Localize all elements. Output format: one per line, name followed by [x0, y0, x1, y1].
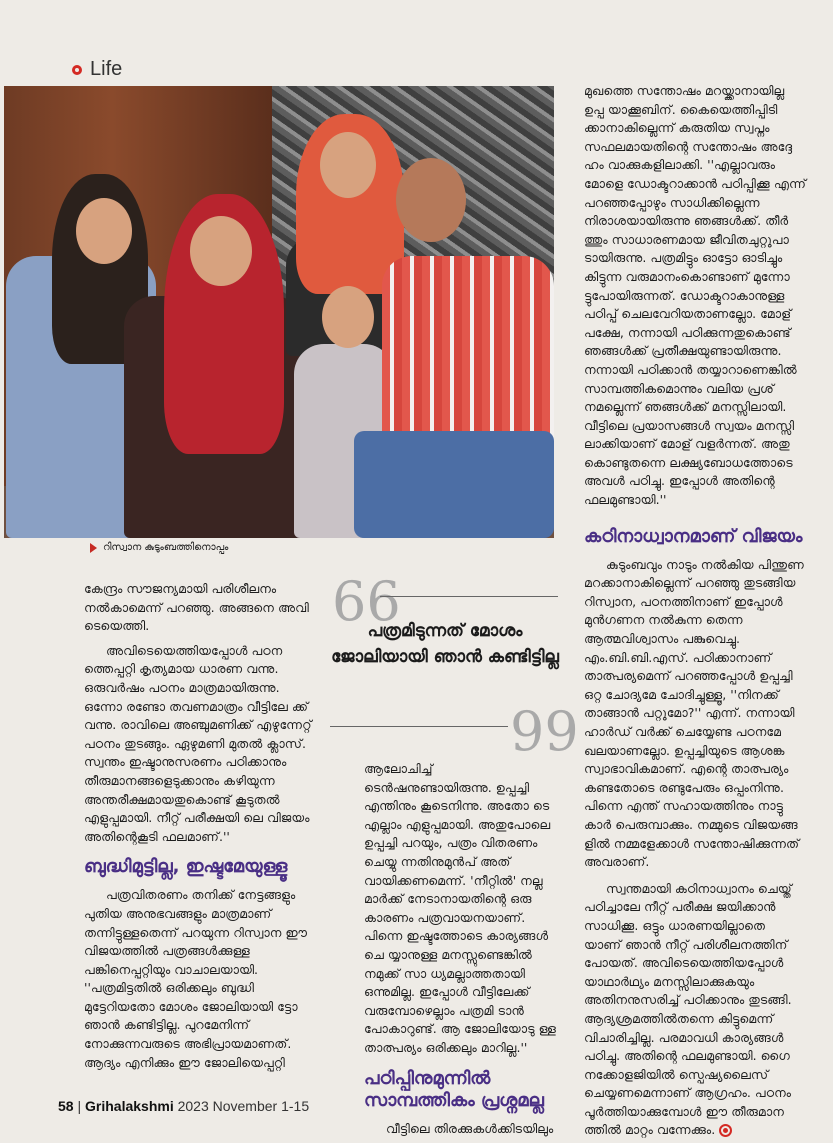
- section-label: Life: [90, 58, 123, 80]
- subhead-finance: പഠിപ്പിനുമുന്നിൽ സാമ്പത്തികം പ്രശ്നമല്ല: [364, 1067, 544, 1111]
- footer-separator: |: [77, 1098, 82, 1114]
- photo-caption: [90, 542, 228, 553]
- section-tag: [72, 58, 122, 81]
- paragraph: കേന്ദ്രം സൗജന്യമായി പരിശീലനം നൽകാമെന്ന് പറഞ്ഞു. അങ്ങനെ അവി ടെയെത്തി.: [84, 581, 309, 634]
- page-footer: [58, 1098, 309, 1114]
- paragraph-text: സ്വന്തമായി കഠിനാധ്വാനം ചെയ്ത് പഠിച്ചാലേ നീറ്റ് പരീക്ഷ ജയിക്കാൻ സാധിക്കൂ. ഒട്ടും ധാരണയില്ലാതെ യാണ് ഞാൻ നീറ്റ് പരിശീലനത്തിന് പോയത്. അവിടെയെത്തിയപ്പോൾ യാഥാർഥ്യം മനസ്സിലാക്കുകയും അതിനനുസരിച്ച് പഠിക്കാനും തുടങ്ങി. ആദ്യശ്രമത്തിൽതന്നെ കിട്ടുമെന്ന് വിചാരിച്ചില്ല. പരമാവധി കാര്യങ്ങൾ പഠിച്ചു. അതിന്റെ ഫലമുണ്ടായി. ഗൈ നക്കോളജിയിൽ സ്പെഷ്യലൈസ് ചെയ്യണമെന്നാണ് ആഗ്രഹം. പഠനം പൂർത്തിയാക്കുമ്പോൾ ഈ തീരുമാന ത്തിൽ മാറ്റം വന്നേക്കും.: [584, 880, 792, 1138]
- issue-date: 2023 November 1-15: [177, 1098, 310, 1114]
- paragraph: കുടുംബവും നാടും നൽകിയ പിന്തുണ മറക്കാനാകില്ലെന്ന് പറഞ്ഞു തുടങ്ങിയ റിസ്വാന, പഠനത്തിനാണ് ഇപ്പോൾ മുൻഗണന നൽകുന്ന തെന്ന ആത്മവിശ്വാസം പങ്കുവെച്ചു. എം.ബി.ബി.എസ്. പഠിക്കാനാണ് താത്പര്യമെന്ന് പറഞ്ഞപ്പോൾ ഉപ്പച്ചി ഒറ്റ ചോദ്യമേ ചോദിച്ചുള്ളൂ, ''നിനക്ക് താങ്ങാൻ പറ്റുമോ?'' എന്ന്. നന്നായി ഹാർഡ് വർക്ക് ചെയ്യേണ്ട പഠനമേ ഖലയാണല്ലോ. ഉപ്പച്ചിയുടെ ആശങ്ക സ്വാഭാവികമാണ്. എന്റെ താത്പര്യം കണ്ടതോടെ രണ്ടുപേരും ഒപ്പംനിന്നു. പിന്നെ എന്ത് സഹായത്തിനും നാട്ടു കാർ പെരുമ്പാക്കും. നമ്മുടെ വിജയങ്ങ ളിൽ നമ്മളേക്കാൾ സന്തോഷിക്കുന്നത് അവരാണ്.: [584, 556, 804, 870]
- person-father-face: [396, 158, 466, 242]
- person-father-jeans: [354, 431, 554, 538]
- paragraph: വീട്ടിലെ തിരക്കുകൾക്കിടയിലും: [386, 1120, 554, 1136]
- column-middle: [364, 760, 564, 1138]
- end-mark-icon: [719, 1124, 732, 1137]
- caption-arrow-icon: [90, 543, 97, 553]
- page-number: 58: [58, 1098, 74, 1114]
- person-mother-face: [190, 216, 252, 286]
- person-top-face: [320, 132, 376, 198]
- person-child-face: [322, 286, 374, 348]
- paragraph: മുഖത്തെ സന്തോഷം മറയ്ക്കാനായില്ല ഉപ്പ യാക്കൂബിന്. കൈയെത്തിപ്പിടി ക്കാനാകില്ലെന്ന് കരുതിയ സ്വപ്നം സഫലമായതിന്റെ സന്തോഷം അദ്ദേ ഹം വാക്കുകളിലാക്കി. ''എല്ലാവരും മോളെ ഡോക്ടറാക്കാൻ പഠിപ്പിക്കൂ എന്ന് പറഞ്ഞപ്പോഴും സാധിക്കില്ലെന്ന നിരാശയായിരുന്നു ഞങ്ങൾക്ക്. തീർ ത്തും സാധാരണമായ ജീവിതചുറ്റുപാ ടായിരുന്നു. പത്രമിട്ടും ഓട്ടോ ഓടിച്ചും കിട്ടുന്ന വരുമാനംകൊണ്ടാണ് മുന്നോ ട്ടുപോയിരുന്നത്. ഡോക്ടറാകാനുള്ള പഠിപ്പ് ചെലവേറിയതാണല്ലോ. മോള് പക്ഷേ, നന്നായി പഠിക്കുന്നതുകൊണ്ട് ഞങ്ങൾക്ക് പ്രതീക്ഷയുണ്ടായിരുന്നു. നന്നായി പഠിക്കാൻ തയ്യാറാണെങ്കിൽ സാമ്പത്തികമൊന്നും വലിയ പ്രശ് നമല്ലെന്ന് ഞങ്ങൾക്ക് മനസ്സിലായി. വീട്ടിലെ പ്രയാസങ്ങൾ സ്വയം മനസ്സി ലാക്കിയാണ് മോള് വളർന്നത്. അതു കൊണ്ടുതന്നെ ലക്ഷ്യബോധത്തോടെ അവൾ പഠിച്ചു. ഇപ്പോൾ അതിന്റെ ഫലമുണ്ടായി.'': [584, 83, 806, 508]
- column-right: [584, 82, 806, 1140]
- person-left-face: [76, 198, 132, 264]
- paragraph: പത്രവിതരണം തനിക്ക് നേട്ടങ്ങളും പുതിയ അനുഭവങ്ങളും മാത്രമാണ് തന്നിട്ടുള്ളതെന്ന് പറയുന്ന റിസ്വാന ഈ വിജയത്തിൽ പത്രങ്ങൾക്കുള്ള പങ്കിനെപ്പറ്റിയും വാചാലയായി. ''പത്രമിട്ടതിൽ ഒരിക്കലും ബുദ്ധി മുട്ടേറിയതോ മോശം ജോലിയായി ട്ടോ ഞാൻ കണ്ടിട്ടില്ല. പുറമേനിന്ന് നോക്കുന്നവരുടെ അഭിപ്രായമാണത്. ആദ്യം എനിക്കും ഈ ജോലിയെപ്പറ്റി: [84, 887, 308, 1070]
- family-photo: [4, 86, 554, 538]
- column-left: [84, 580, 316, 1072]
- quote-open-mark: 66: [332, 570, 401, 633]
- pull-quote: പത്രമിടുന്നത് മോശം ജോലിയായി ഞാൻ കണ്ടിട്ടില്ല: [331, 621, 559, 667]
- section-dot-icon: [72, 65, 82, 75]
- subhead-hard-work: കഠിനാധ്വാനമാണ് വിജയം: [584, 525, 803, 547]
- subhead-no-difficulty: ബുദ്ധിമുട്ടില്ല, ഇഷ്ടമേയുള്ളൂ: [84, 856, 288, 878]
- paragraph: അവിടെയെത്തിയപ്പോൾ പഠന ത്തെപ്പറ്റി കൃത്യമായ ധാരണ വന്നു. ഒരുവർഷം പഠനം മാത്രമായിരുന്നു. ഒന്നോ രണ്ടോ തവണമാത്രം വീട്ടിലേ ക്ക് വന്നു. രാവിലെ അഞ്ചുമണിക്ക് എഴുന്നേറ്റ് പഠനം തുടങ്ങും. ഏഴുമണി മുതൽ ക്ലാസ്. സ്വന്തം ഇഷ്ടാനുസരണം പഠിക്കാനും തീരുമാനങ്ങളെടുക്കാനും കഴിയുന്ന അന്തരീക്ഷമായതുകൊണ്ട് കൂടുതൽ എളുപ്പമായി. നീറ്റ് പരീക്ഷയി ലെ വിജയം അതിന്റെകൂടി ഫലമാണ്.'': [84, 642, 312, 844]
- paragraph: ആലോചിച്ച് ടെൻഷനുണ്ടായിരുന്നു. ഉപ്പച്ചി എന്തിനും കൂടെനിന്നു. അതോ ടെ എല്ലാം എളുപ്പമായി. അതുപോലെ ഉപ്പച്ചി പറയും, പത്രം വിതരണം ചെയ്യു ന്നതിനുമുൻപ് അത് വായിക്കണമെന്ന്. 'നീറ്റിൽ' നല്ല മാർക്ക് നേടാനായതിന്റെ ഒരു കാരണം പത്രവായനയാണ്. പിന്നെ ഇഷ്ടത്തോടെ കാര്യങ്ങൾ ചെ യ്യാനുള്ള മനസ്സുണ്ടെങ്കിൽ നമുക്ക് സാ ധ്യമല്ലാത്തതായി ഒന്നുമില്ല. ഇപ്പോൾ വീട്ടിലേക്ക് വരുമ്പോഴെല്ലാം പത്രമി ടാൻ പോകാറുണ്ട്. ആ ജോലിയോടു ള്ള താത്പര്യം ഒരിക്കലും മാറില്ല.'': [364, 761, 556, 1055]
- caption-text: റിസ്വാന കുടുംബത്തിനൊപ്പം: [103, 542, 229, 553]
- quote-rule-top: [380, 596, 558, 597]
- person-father-shirt: [382, 256, 554, 456]
- magazine-name: Grihalakshmi: [85, 1098, 174, 1114]
- paragraph: [584, 880, 806, 1140]
- quote-rule-bottom: [330, 726, 508, 727]
- quote-close-mark: 99: [510, 700, 579, 763]
